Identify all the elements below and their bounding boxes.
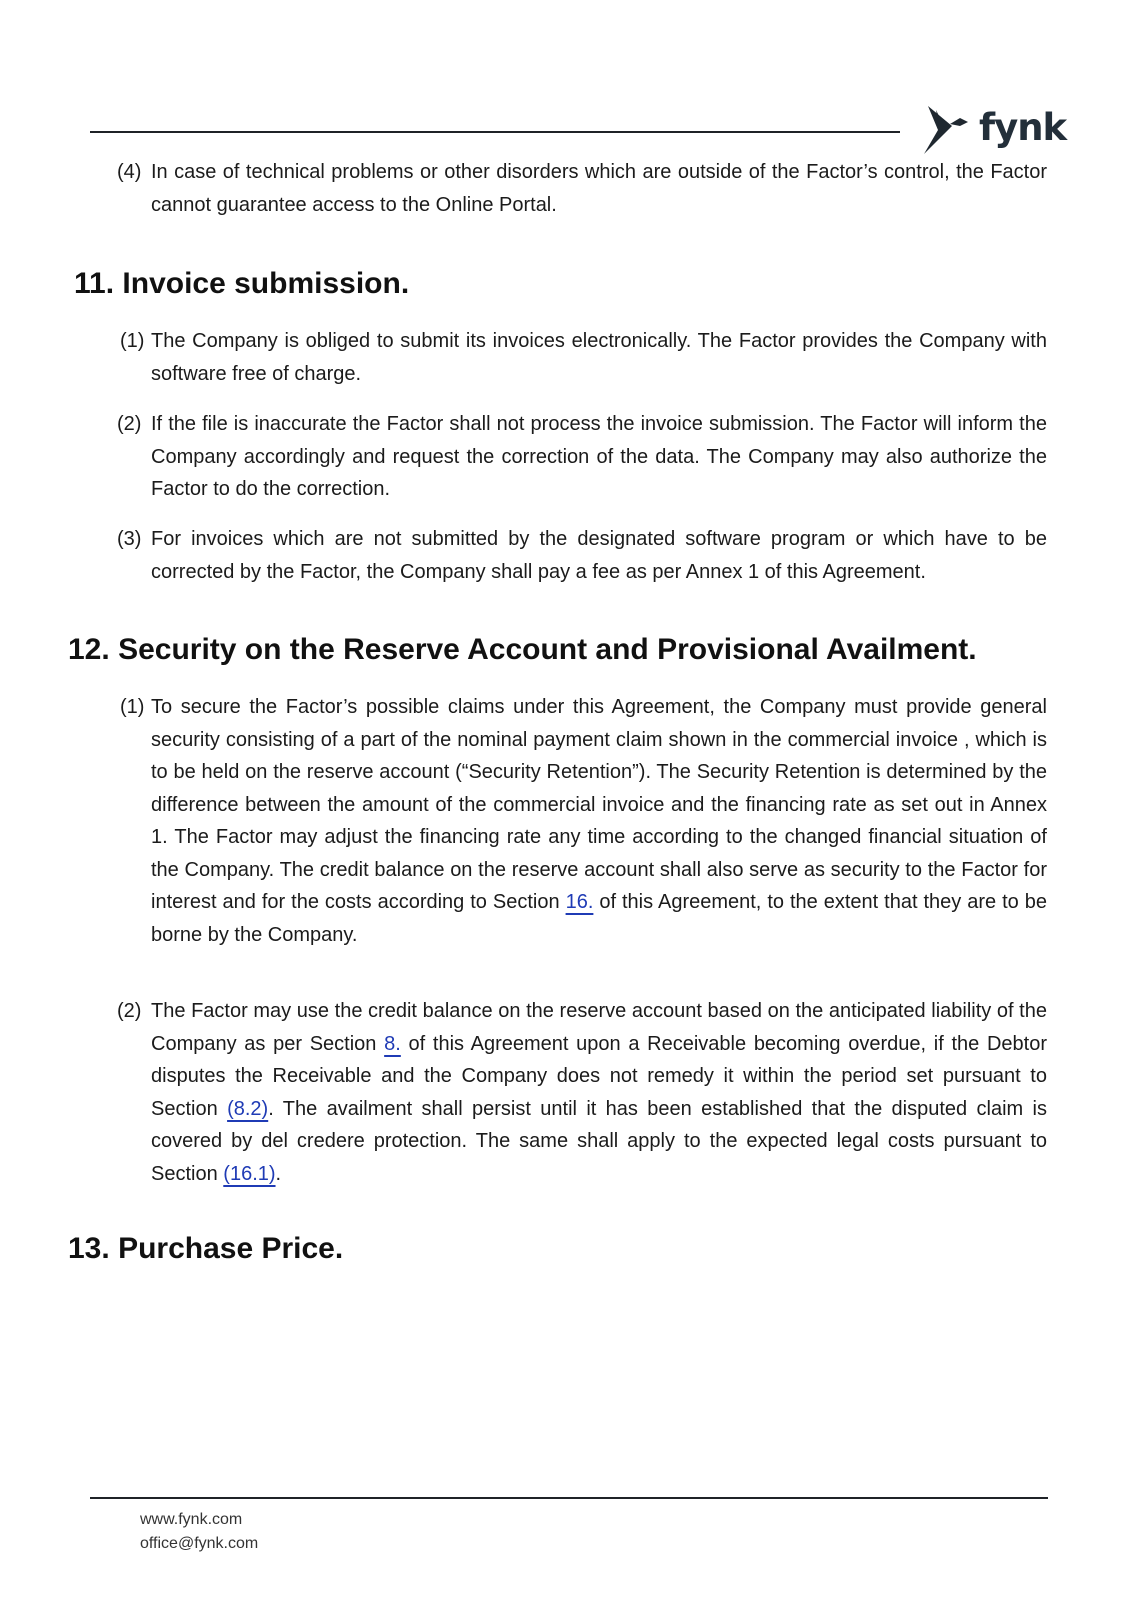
paragraph-text-part: of this Agreement, to the extent that they are to be borne by the Company. bbox=[151, 891, 1048, 946]
section-reference-link[interactable]: (8.2) bbox=[227, 1097, 269, 1120]
section-reference-link[interactable]: (16.1) bbox=[223, 1162, 276, 1185]
section-11-paragraph-1 bbox=[117, 325, 1047, 390]
paragraph-number: (1) bbox=[120, 330, 145, 352]
section-number: 13. bbox=[68, 1232, 110, 1265]
paragraph-text bbox=[151, 691, 1047, 951]
section-reference-link[interactable]: 16. bbox=[565, 891, 594, 913]
paragraph-number: (2) bbox=[117, 1000, 142, 1022]
fynk-logo bbox=[922, 104, 1067, 160]
paragraph-text-part: To secure the Factor’s possible claims under this Agreement, the Company must provide general security consisting of a part of the nominal payment claim shown in the commercial invoice , which is to be held on the reserve account (“Security Retention”). The Security Retention is determined by the difference between the amount of the commercial invoice and the financing rate as set out in Annex 1. The Factor may adjust the financing rate any time according to the changed financial situation of the Company. The credit balance on the reserve account shall also serve as security to the Factor for interest and for the costs according to Section bbox=[151, 696, 1047, 913]
paragraph-number: (3) bbox=[117, 528, 142, 550]
paragraph-number: (4) bbox=[117, 161, 142, 183]
header-divider bbox=[90, 131, 900, 133]
paragraph-text-part: . The availment shall persist until it has been established that the disputed claim is covered by del credere protection. The same shall apply to the expected legal costs pursuant to Section bbox=[151, 1097, 1047, 1185]
paragraph-text-part: of this Agreement upon a Receivable becoming overdue, if the Debtor disputes the Receivable and the Company does not remedy it within the period set pursuant to Section bbox=[151, 1032, 1047, 1120]
bird-icon bbox=[922, 104, 978, 156]
paragraph-text: In case of technical problems or other disorders which are outside of the Factor’s control, the Factor cannot guarantee access to the Online Portal. bbox=[151, 161, 1047, 216]
section-12-heading bbox=[68, 632, 977, 668]
section-title: Purchase Price. bbox=[118, 1232, 344, 1265]
paragraph-number: (1) bbox=[120, 696, 145, 718]
footer-email: office@fynk.com bbox=[140, 1535, 259, 1552]
paragraph-text bbox=[151, 995, 1047, 1190]
paragraph-text: The Company is obliged to submit its invoices electronically. The Factor provides the Company with software free of charge. bbox=[151, 330, 1047, 385]
section-title: Invoice submission. bbox=[122, 267, 410, 300]
section-11-paragraph-2 bbox=[117, 408, 1047, 506]
footer bbox=[140, 1508, 258, 1556]
section-reference-link[interactable]: 8. bbox=[384, 1032, 401, 1055]
logo-text: fynk bbox=[979, 106, 1067, 149]
section-11-paragraph-3 bbox=[117, 523, 1047, 588]
paragraph-number: (2) bbox=[117, 413, 142, 435]
footer-divider bbox=[90, 1497, 1048, 1499]
paragraph-intro bbox=[117, 156, 1047, 221]
section-12-paragraph-1 bbox=[117, 691, 1047, 951]
section-number: 12. bbox=[68, 633, 110, 666]
paragraph-text: If the file is inaccurate the Factor shall not process the invoice submission. The Factor will inform the Company accordingly and request the correction of the data. The Company may also authorize the Factor to do the correction. bbox=[151, 413, 1047, 500]
paragraph-text-part: . bbox=[275, 1162, 282, 1185]
section-13-heading bbox=[68, 1231, 343, 1267]
paragraph-text: For invoices which are not submitted by the designated software program or which have to be corrected by the Factor, the Company shall pay a fee as per Annex 1 of this Agreement. bbox=[151, 528, 1047, 583]
section-number: 11. bbox=[74, 267, 115, 300]
footer-website: www.fynk.com bbox=[140, 1511, 243, 1528]
section-title: Security on the Reserve Account and Provisional Availment. bbox=[118, 633, 977, 666]
paragraph-text-part: The Factor may use the credit balance on the reserve account based on the anticipated liability of the Company as per Section bbox=[151, 1000, 1047, 1055]
section-12-paragraph-2 bbox=[117, 995, 1047, 1190]
section-11-heading bbox=[74, 266, 409, 302]
